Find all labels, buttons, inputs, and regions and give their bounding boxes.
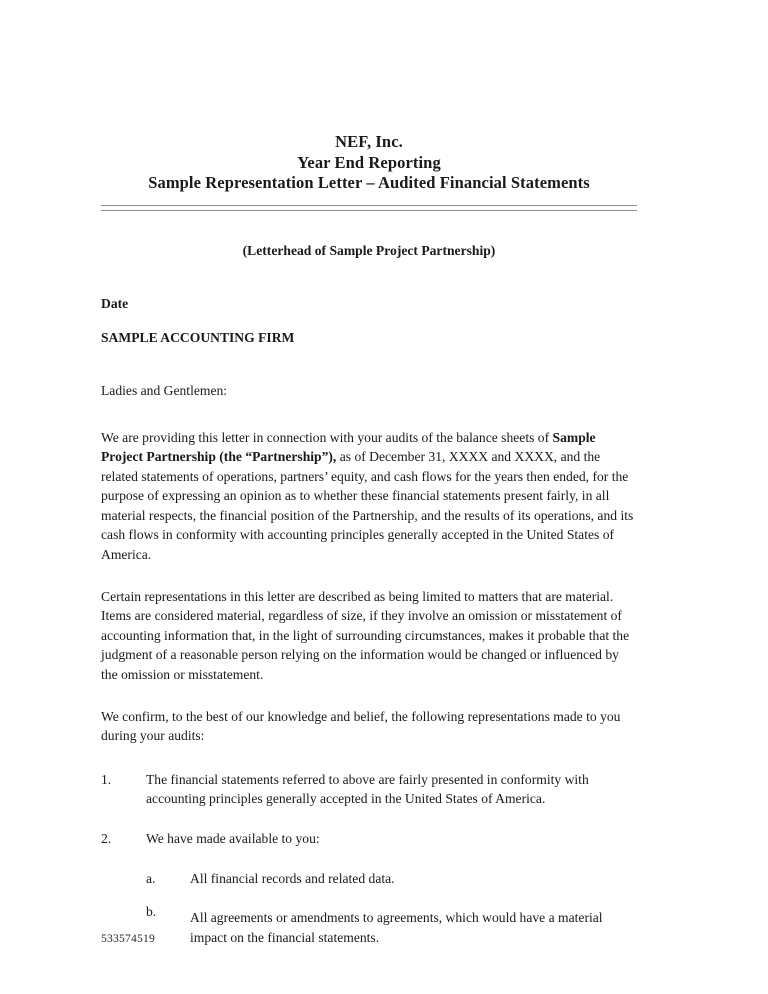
list-item-marker: 2. — [101, 831, 112, 846]
paragraph-confirmation-intro: We confirm, to the best of our knowledge and belief, the following representations made to you during your audits: — [101, 708, 621, 744]
list-item — [101, 770, 637, 809]
salutation-line: Ladies and Gentlemen: — [101, 382, 228, 398]
letterhead-line: (Letterhead of Sample Project Partnership) — [242, 242, 496, 258]
representations-list — [101, 770, 637, 948]
title-line-company: NEF, Inc. — [335, 132, 403, 151]
list-item-text: We have made available to you: — [146, 831, 320, 846]
list-item-text: The financial statements referred to above are fairly presented in conformity with accounting principles generally accepted in the United States of America. — [146, 771, 589, 807]
recipient-firm-name: SAMPLE ACCOUNTING FIRM — [101, 329, 295, 345]
sublist-item-marker: b. — [146, 904, 157, 920]
sublist-item-text: All agreements or amendments to agreements, which would have a material impact on the financial statements. — [190, 910, 603, 945]
representations-sublist — [146, 869, 637, 948]
date-label: Date — [101, 295, 129, 311]
paragraph-engagement-scope — [101, 428, 637, 565]
paragraph-1-bold-partnership-name: Sample Project Partnership (the “Partnership”), — [101, 429, 596, 465]
document-title-block — [101, 132, 637, 194]
paragraph-1-text-after-bold: as of December 31, XXXX and XXXX, and the related statements of operations, partners’ equity, and cash flows for the years then ended, for the purpose of expressing an opinion as to whether these financial statements present fairly, in all material respects, the financial position of the Partnership, and the results of its operations, and its cash flows in conformity with accounting principles generally accepted in the United States of America. — [101, 449, 634, 563]
title-divider-rule — [101, 205, 637, 211]
list-item-marker: 1. — [101, 771, 112, 787]
sublist-item-text: All financial records and related data. — [190, 870, 395, 886]
title-line-description: Sample Representation Letter – Audited Financial Statements — [148, 173, 590, 192]
document-page — [101, 0, 637, 947]
list-item — [101, 829, 637, 947]
paragraph-materiality: Certain representations in this letter are described as being limited to matters that are material. Items are considered material, regardless of size, if they involve an omission or misstatement of accounting information that, in the light of surrounding circumstances, makes it probable that the judgment of a reasonable person relying on the information would be changed or influenced by the omission or misstatement. — [101, 588, 630, 683]
sublist-item-marker: a. — [146, 870, 156, 886]
list-item — [146, 904, 637, 947]
list-item — [146, 869, 637, 889]
paragraph-1-text-before-bold: We are providing this letter in connection with your audits of the balance sheets of — [101, 429, 553, 445]
footer-document-number: 533574519 — [101, 932, 155, 945]
title-line-subject: Year End Reporting — [297, 152, 441, 172]
